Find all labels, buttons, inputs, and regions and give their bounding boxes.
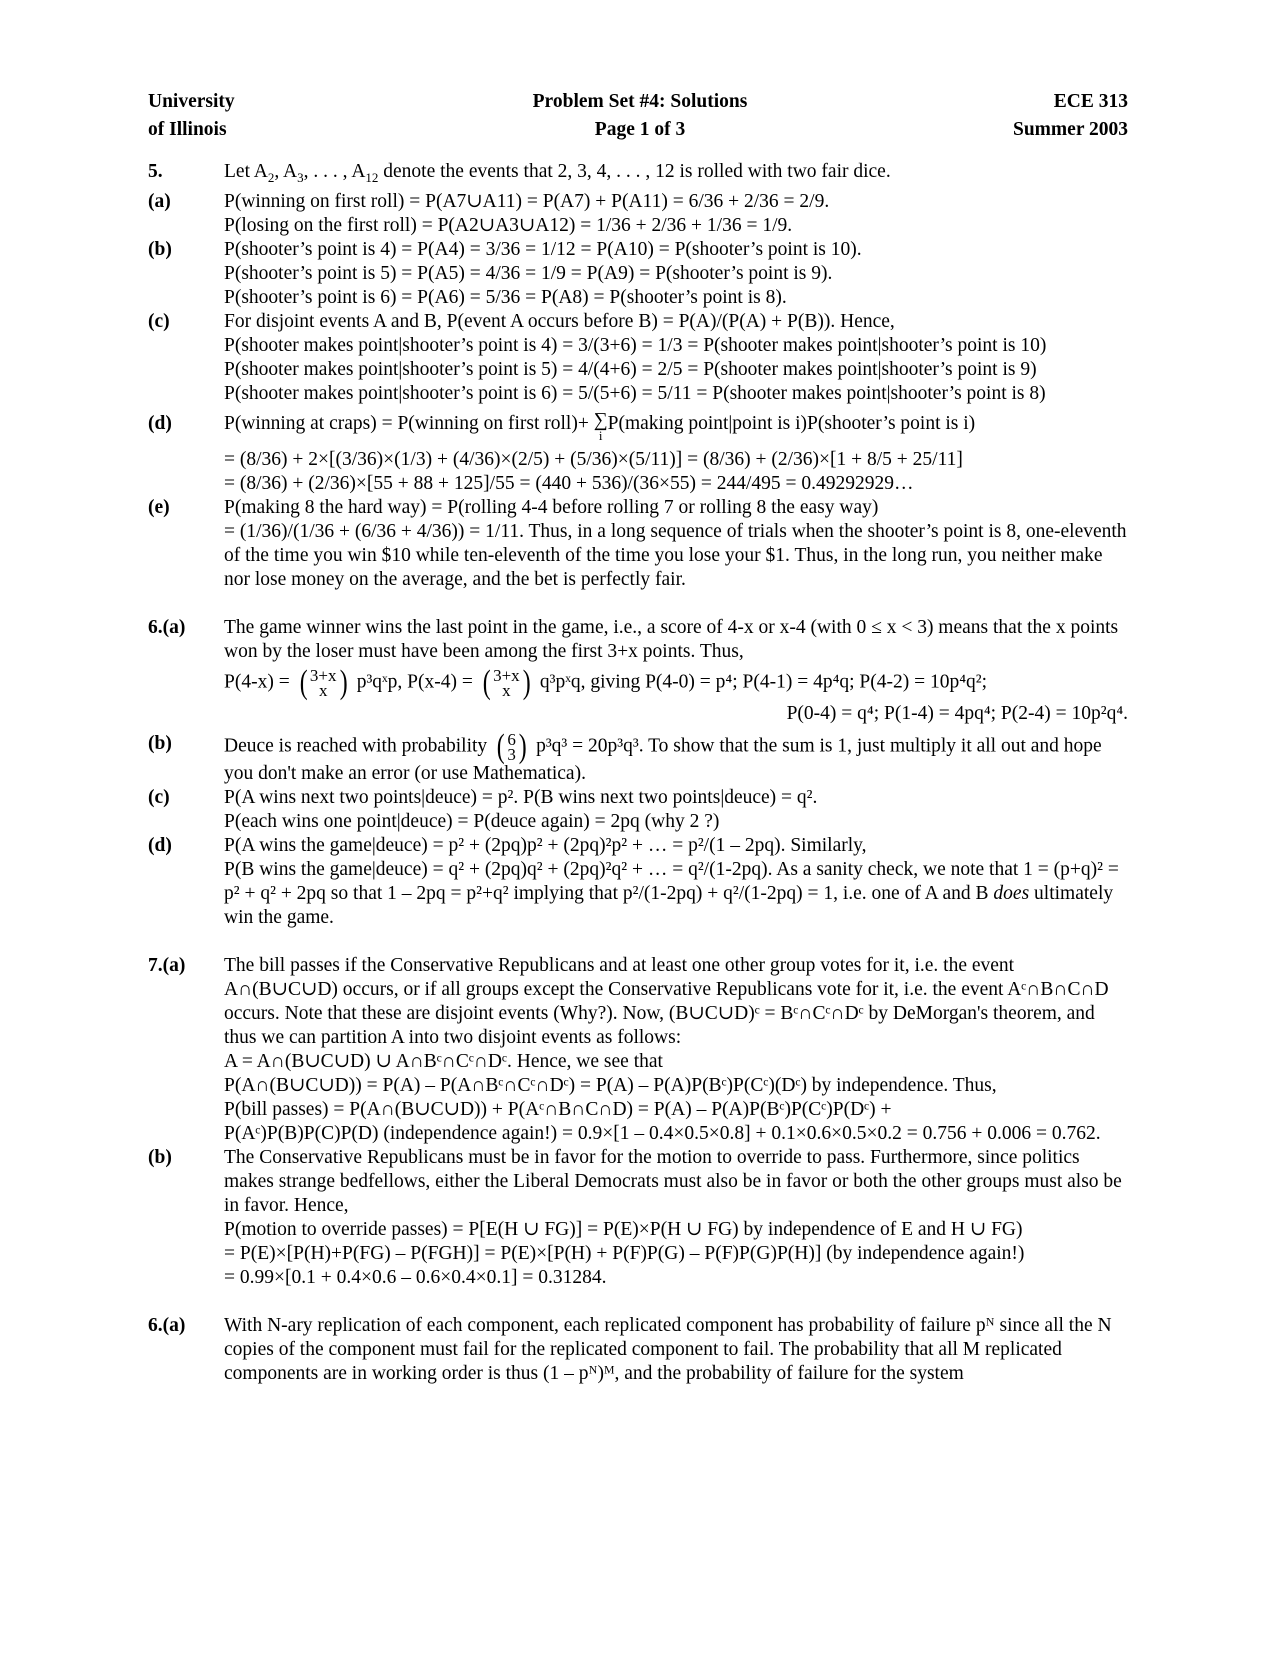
p6b-text-pre: Deuce is reached with probability — [224, 735, 493, 757]
part-label: (b) — [148, 1146, 172, 1168]
p7b-line2: P(motion to override passes) = P[E(H ∪ FG)] = P(E)×P(H ∪ FG) by independence of E and H ∪ FG) — [224, 1218, 1023, 1240]
p5b-line3: P(shooter’s point is 6) = P(A6) = 5/36 = P(A8) = P(shooter’s point is 8). — [224, 286, 787, 308]
p5-intro-end: denote the events that 2, 3, 4, . . . , 12 is rolled with two fair dice. — [378, 161, 891, 182]
binomial-coefficient: ( 3+x x ) — [482, 663, 531, 701]
p5c-line4: P(shooter makes point|shooter’s point is 6) = 5/(5+6) = 5/11 = P(shooter makes point|shooter’s point is 8) — [224, 382, 1046, 404]
p6d-line1: P(A wins the game|deuce) = p² + (2pq)p² + (2pq)²p² + … = p²/(1 – 2pq). Similarly, — [224, 834, 867, 856]
p6c-line1: P(A wins next two points|deuce) = p². P(B wins next two points|deuce) = q². — [224, 786, 818, 808]
part-label: (e) — [148, 496, 170, 518]
header-right — [1013, 88, 1128, 144]
problem-label: 6.(a) — [148, 616, 186, 638]
part-label: (b) — [148, 732, 172, 754]
p8a-text: With N-ary replication of each component, each replicated component has probability of failure pᴺ since all the N copies of the component must fail for the replicated component to fail. The probability that all M replicated components are in working order is thus (1 – pᴺ)ᴹ, and the probability of failure for the system — [224, 1314, 1112, 1384]
p6c-line2: P(each wins one point|deuce) = P(deuce again) = 2pq (why 2 ?) — [224, 810, 720, 832]
p5c — [148, 310, 1128, 406]
sub-12: 12 — [365, 169, 379, 185]
p5c-line2: P(shooter makes point|shooter’s point is 4) = 3/(3+6) = 1/3 = P(shooter makes point|shooter’s point is 10) — [224, 334, 1047, 356]
header-university: University — [148, 91, 235, 112]
sub-3: 3 — [297, 169, 304, 185]
p5-intro-mid: , A — [274, 161, 298, 182]
problem-label: 5. — [148, 161, 163, 182]
binom-top: 3+x — [493, 665, 520, 685]
p7b-line1: The Conservative Republicans must be in favor for the motion to override to pass. Furthermore, since politics makes strange bedfellows, either the Liberal Democrats must also be in favor or both the other groups must also be in favor. Hence, — [224, 1146, 1122, 1216]
binom-top: 6 — [507, 729, 516, 749]
page-title: Problem Set #4: Solutions — [532, 91, 748, 112]
p5a-line1: P(winning on first roll) = P(A7∪A11) = P(A7) + P(A11) = 6/36 + 2/36 = 2/9. — [224, 190, 830, 212]
p6d-text: P(B wins the game|deuce) = q² + (2pq)q² + (2pq)²q² + … = q²/(1-2pq). As a sanity check, we note that 1 = (p+q)² = p² + q² + 2pq so that 1 – 2pq = p²+q² implying that p²/(1-2pq) + q²/(1-2pq) = 1, i.e. one of A and B — [224, 858, 1119, 904]
summation-symbol — [593, 409, 608, 443]
p6a-formula-start: P(4-x) = — [224, 671, 295, 693]
p5d-line1-post: P(making point|point is i)P(shooter’s point is i) — [607, 412, 976, 434]
course-code: ECE 313 — [1053, 91, 1128, 112]
p6a — [148, 616, 1128, 726]
binomial-coefficient: ( 3+x x ) — [299, 663, 348, 701]
p7a-line2: A = A∩(B∪C∪D) ∪ A∩Bᶜ∩Cᶜ∩Dᶜ. Hence, we see that — [224, 1050, 663, 1072]
p6a-formula-end: q³pˣq, giving P(4-0) = p⁴; P(4-1) = 4p⁴q; P(4-2) = 10p⁴q²; — [535, 671, 988, 693]
solutions-body — [148, 160, 1128, 1386]
page-number: Page 1 of 3 — [594, 119, 686, 140]
p6c — [148, 786, 1128, 834]
binom-bottom: x — [318, 680, 328, 700]
p5d-line1 — [224, 409, 1128, 448]
part-label: (d) — [148, 834, 172, 856]
p5c-line1: For disjoint events A and B, P(event A occurs before B) = P(A)/(P(A) + P(B)). Hence, — [224, 310, 895, 332]
p5b-line1: P(shooter’s point is 4) = P(A4) = 3/36 = 1/12 = P(A10) = P(shooter’s point is 10). — [224, 238, 862, 260]
p5d — [148, 409, 1128, 496]
p5-intro — [148, 160, 1128, 190]
p5b-line2: P(shooter’s point is 5) = P(A5) = 4/36 = 1/9 = P(A9) = P(shooter’s point is 9). — [224, 262, 833, 284]
term: Summer 2003 — [1012, 119, 1128, 140]
p7a-line4: P(bill passes) = P(A∩(B∪C∪D)) + P(Aᶜ∩B∩C∩D) = P(A) – P(A)P(Bᶜ)P(Cᶜ)P(Dᶜ) + — [224, 1098, 892, 1120]
p5e — [148, 496, 1128, 592]
p6d-italic: does — [993, 882, 1030, 904]
p5-intro-post: , . . . , A — [303, 161, 366, 182]
p7b-line3: = P(E)×[P(H)+P(FG) – P(FGH)] = P(E)×[P(H) + P(F)P(G) – P(F)P(G)P(H)] (by independence again!) — [224, 1242, 1025, 1264]
p6a-line1: The game winner wins the last point in the game, i.e., a score of 4-x or x-4 (with 0 ≤ x < 3) means that the x points won by the loser must have been among the first 3+x points. Thus, — [224, 616, 1119, 662]
part-label: (c) — [148, 786, 170, 808]
sub-2: 2 — [267, 169, 275, 185]
p6a-line3: P(0-4) = q⁴; P(1-4) = 4pq⁴; P(2-4) = 10p²q⁴. — [786, 702, 1128, 724]
p6d-line2 — [224, 858, 1128, 930]
part-label: (b) — [148, 238, 172, 260]
sum-index: i — [598, 427, 603, 443]
problem-label: 7.(a) — [148, 954, 186, 976]
p6b-text-post: p³q³ = 20p³q³. To show that the sum is 1, just multiply it all out and hope you don't make an error (or use Mathematica). — [224, 735, 1102, 784]
p5c-line3: P(shooter makes point|shooter’s point is 5) = 4/(4+6) = 2/5 = P(shooter makes point|shooter’s point is 9) — [224, 358, 1037, 380]
binomial-coefficient: ( 6 3 ) — [496, 727, 527, 765]
p7a-line5: P(Aᶜ)P(B)P(C)P(D) (independence again!) = 0.9×[1 – 0.4×0.5×0.8] + 0.1×0.6×0.5×0.2 = 0.756 + 0.006 = 0.762. — [224, 1122, 1101, 1144]
part-label: (d) — [148, 412, 172, 434]
sum-sign: ∑ — [593, 409, 608, 431]
p6a-formula-mid: p³qˣp, P(x-4) = — [351, 671, 478, 693]
p7b-line4: = 0.99×[0.1 + 0.4×0.6 – 0.6×0.4×0.1] = 0.31284. — [224, 1266, 607, 1288]
p5d-line3: = (8/36) + (2/36)×[55 + 88 + 125]/55 = (440 + 536)/(36×55) = 244/495 = 0.49292929… — [224, 472, 914, 494]
p7a — [148, 954, 1128, 1146]
part-label: (c) — [148, 310, 170, 332]
binom-top: 3+x — [309, 665, 337, 685]
part-label: (a) — [148, 190, 171, 212]
binom-bottom: 3 — [507, 744, 516, 764]
p5a — [148, 190, 1128, 238]
p5-intro-text: Let A — [224, 161, 268, 182]
p6d-end: ultimately win the game. — [224, 882, 1114, 928]
p5d-line1-pre: P(winning at craps) = P(winning on first roll)+ — [224, 412, 594, 434]
p6a-line2 — [224, 663, 1128, 701]
p5d-line2: = (8/36) + 2×[(3/36)×(1/3) + (4/36)×(2/5) + (5/36)×(5/11)] = (8/36) + (2/36)×[1 + 8/5 + 25/11] — [224, 448, 963, 470]
problem-label: 6.(a) — [148, 1314, 186, 1336]
p7a-line1: The bill passes if the Conservative Republicans and at least one other group votes for it, i.e. the event A∩(B∪C∪D) occurs, or if all groups except the Conservative Republicans vote for it, i.e. the event Aᶜ∩B∩C∩D occurs. Note that these are disjoint events (Why?). Now, (B∪C∪D)ᶜ = Bᶜ∩Cᶜ∩Dᶜ by DeMorgan's theorem, and thus we can partition A into two disjoint events as follows: — [224, 954, 1109, 1048]
p8a — [148, 1314, 1128, 1386]
header-illinois: of Illinois — [148, 119, 227, 140]
p7a-line3: P(A∩(B∪C∪D)) = P(A) – P(A∩Bᶜ∩Cᶜ∩Dᶜ) = P(A) – P(A)P(Bᶜ)P(Cᶜ)(Dᶜ) by independence. Thus, — [224, 1074, 997, 1096]
p6b — [148, 727, 1128, 786]
p5b — [148, 238, 1128, 310]
binom-bottom: x — [502, 680, 511, 700]
p5e-line2: = (1/36)/(1/36 + (6/36 + 4/36)) = 1/11. Thus, in a long sequence of trials when the shooter’s point is 8, one-eleventh of the time you win $10 while ten-eleventh of the time you lose your $1. Thus, in the long run, you neither make nor lose money on the average, and the bet is perfectly fair. — [224, 520, 1127, 590]
p5e-line1: P(making 8 the hard way) = P(rolling 4-4 before rolling 7 or rolling 8 the easy way) — [224, 496, 879, 518]
p5a-line2: P(losing on the first roll) = P(A2∪A3∪A12) = 1/36 + 2/36 + 1/36 = 1/9. — [224, 214, 793, 236]
p6d — [148, 834, 1128, 930]
p7b — [148, 1146, 1128, 1290]
